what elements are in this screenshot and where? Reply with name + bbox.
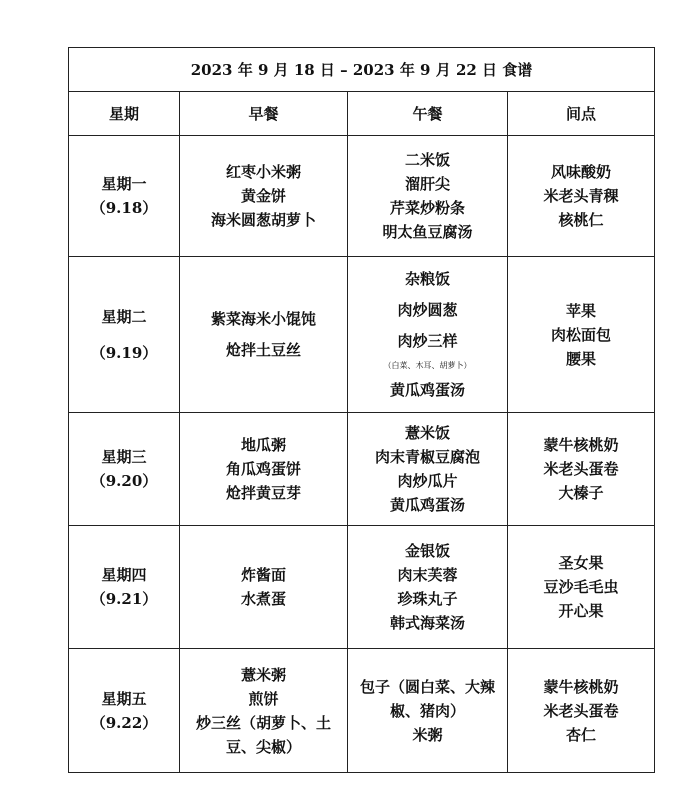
breakfast-item: 炒三丝（胡萝卜、土 bbox=[195, 713, 331, 732]
breakfast-item: 煎饼 bbox=[248, 689, 279, 708]
lunch-cell bbox=[348, 136, 508, 257]
lunch-cell bbox=[348, 257, 508, 413]
day-cell bbox=[69, 413, 180, 526]
breakfast-item: 海米圆葱胡萝卜 bbox=[210, 211, 316, 229]
header-day: 星期 bbox=[69, 92, 180, 136]
day-date: （9.22） bbox=[90, 713, 158, 732]
breakfast-item: 炝拌土豆丝 bbox=[225, 340, 301, 359]
day-date: （9.19） bbox=[90, 343, 158, 362]
table-row bbox=[69, 649, 655, 773]
snack-cell bbox=[508, 413, 655, 526]
table-row bbox=[69, 257, 655, 413]
lunch-item: 米粥 bbox=[412, 725, 443, 744]
snack-item: 开心果 bbox=[558, 602, 604, 620]
table-row bbox=[69, 526, 655, 649]
snack-item: 蒙牛核桃奶 bbox=[543, 436, 619, 454]
breakfast-item: 紫菜海米小馄饨 bbox=[210, 309, 316, 328]
breakfast-cell bbox=[180, 257, 348, 413]
day-cell bbox=[69, 526, 180, 649]
header-row bbox=[69, 92, 655, 136]
day-date: （9.21） bbox=[90, 590, 158, 608]
breakfast-cell bbox=[180, 649, 348, 773]
lunch-item: 肉末青椒豆腐泡 bbox=[374, 448, 480, 466]
day-cell bbox=[69, 136, 180, 257]
snack-item: 大榛子 bbox=[558, 484, 604, 502]
header-breakfast: 早餐 bbox=[180, 92, 348, 136]
lunch-item: 芹菜炒粉条 bbox=[389, 199, 465, 217]
day-date: （9.20） bbox=[90, 472, 158, 490]
table-row bbox=[69, 136, 655, 257]
snack-item: 米老头蛋卷 bbox=[543, 460, 619, 478]
day-name: 星期五 bbox=[101, 689, 147, 708]
lunch-item: 珍珠丸子 bbox=[397, 590, 458, 608]
snack-item: 米老头青稞 bbox=[543, 187, 619, 205]
snack-cell bbox=[508, 526, 655, 649]
lunch-cell bbox=[348, 649, 508, 773]
breakfast-item: 炸酱面 bbox=[240, 566, 286, 584]
day-name: 星期一 bbox=[101, 175, 147, 193]
header-lunch: 午餐 bbox=[348, 92, 508, 136]
lunch-item: 金银饭 bbox=[404, 542, 450, 560]
header-snack: 间点 bbox=[508, 92, 655, 136]
snack-item: 风味酸奶 bbox=[551, 163, 612, 181]
day-date: （9.18） bbox=[90, 199, 158, 217]
lunch-item: 肉炒三样 bbox=[397, 331, 458, 350]
lunch-item: 椒、猪肉） bbox=[389, 701, 465, 720]
breakfast-item: 薏米粥 bbox=[240, 665, 286, 684]
day-name: 星期四 bbox=[101, 566, 147, 584]
snack-item: 腰果 bbox=[566, 349, 597, 368]
breakfast-cell bbox=[180, 136, 348, 257]
breakfast-item: 豆、尖椒） bbox=[225, 737, 301, 756]
lunch-item: 包子（圆白菜、大辣 bbox=[359, 677, 495, 696]
day-cell bbox=[69, 257, 180, 413]
breakfast-item: 水煮蛋 bbox=[240, 590, 286, 608]
menu-table bbox=[68, 47, 655, 773]
table-row bbox=[69, 413, 655, 526]
breakfast-item: 黄金饼 bbox=[240, 187, 286, 205]
lunch-item: 肉炒瓜片 bbox=[397, 472, 458, 490]
snack-cell bbox=[508, 649, 655, 773]
snack-cell bbox=[508, 257, 655, 413]
lunch-item: 肉末芙蓉 bbox=[397, 566, 458, 584]
breakfast-cell bbox=[180, 413, 348, 526]
snack-item: 苹果 bbox=[566, 301, 597, 320]
snack-item: 豆沙毛毛虫 bbox=[543, 578, 619, 596]
breakfast-item: 地瓜粥 bbox=[240, 436, 286, 454]
title-row bbox=[69, 48, 655, 92]
snack-item: 肉松面包 bbox=[551, 325, 612, 344]
menu-title: 2023 年 9 月 18 日 – 2023 年 9 月 22 日 食谱 bbox=[69, 48, 655, 92]
snack-item: 杏仁 bbox=[566, 725, 597, 744]
breakfast-cell bbox=[180, 526, 348, 649]
lunch-cell bbox=[348, 413, 508, 526]
snack-item: 圣女果 bbox=[558, 554, 604, 572]
breakfast-item: 角瓜鸡蛋饼 bbox=[225, 460, 301, 478]
breakfast-item: 炝拌黄豆芽 bbox=[225, 484, 301, 502]
breakfast-item: 红枣小米粥 bbox=[225, 163, 301, 181]
lunch-item: 薏米饭 bbox=[404, 424, 450, 442]
day-cell bbox=[69, 649, 180, 773]
lunch-item: 肉炒圆葱 bbox=[397, 300, 458, 319]
lunch-item: 二米饭 bbox=[404, 151, 450, 169]
lunch-item: 杂粮饭 bbox=[404, 269, 450, 288]
lunch-item: 黄瓜鸡蛋汤 bbox=[389, 380, 465, 399]
lunch-item: 韩式海菜汤 bbox=[389, 614, 465, 632]
snack-item: 蒙牛核桃奶 bbox=[543, 677, 619, 696]
day-name: 星期三 bbox=[101, 448, 147, 466]
lunch-cell bbox=[348, 526, 508, 649]
lunch-note: （白菜、木耳、胡萝卜） bbox=[383, 360, 472, 370]
lunch-item: 明太鱼豆腐汤 bbox=[382, 223, 473, 241]
snack-item: 核桃仁 bbox=[558, 211, 604, 229]
lunch-item: 黄瓜鸡蛋汤 bbox=[389, 496, 465, 514]
snack-item: 米老头蛋卷 bbox=[543, 701, 619, 720]
snack-cell bbox=[508, 136, 655, 257]
lunch-item: 溜肝尖 bbox=[404, 175, 450, 193]
day-name: 星期二 bbox=[101, 307, 147, 326]
